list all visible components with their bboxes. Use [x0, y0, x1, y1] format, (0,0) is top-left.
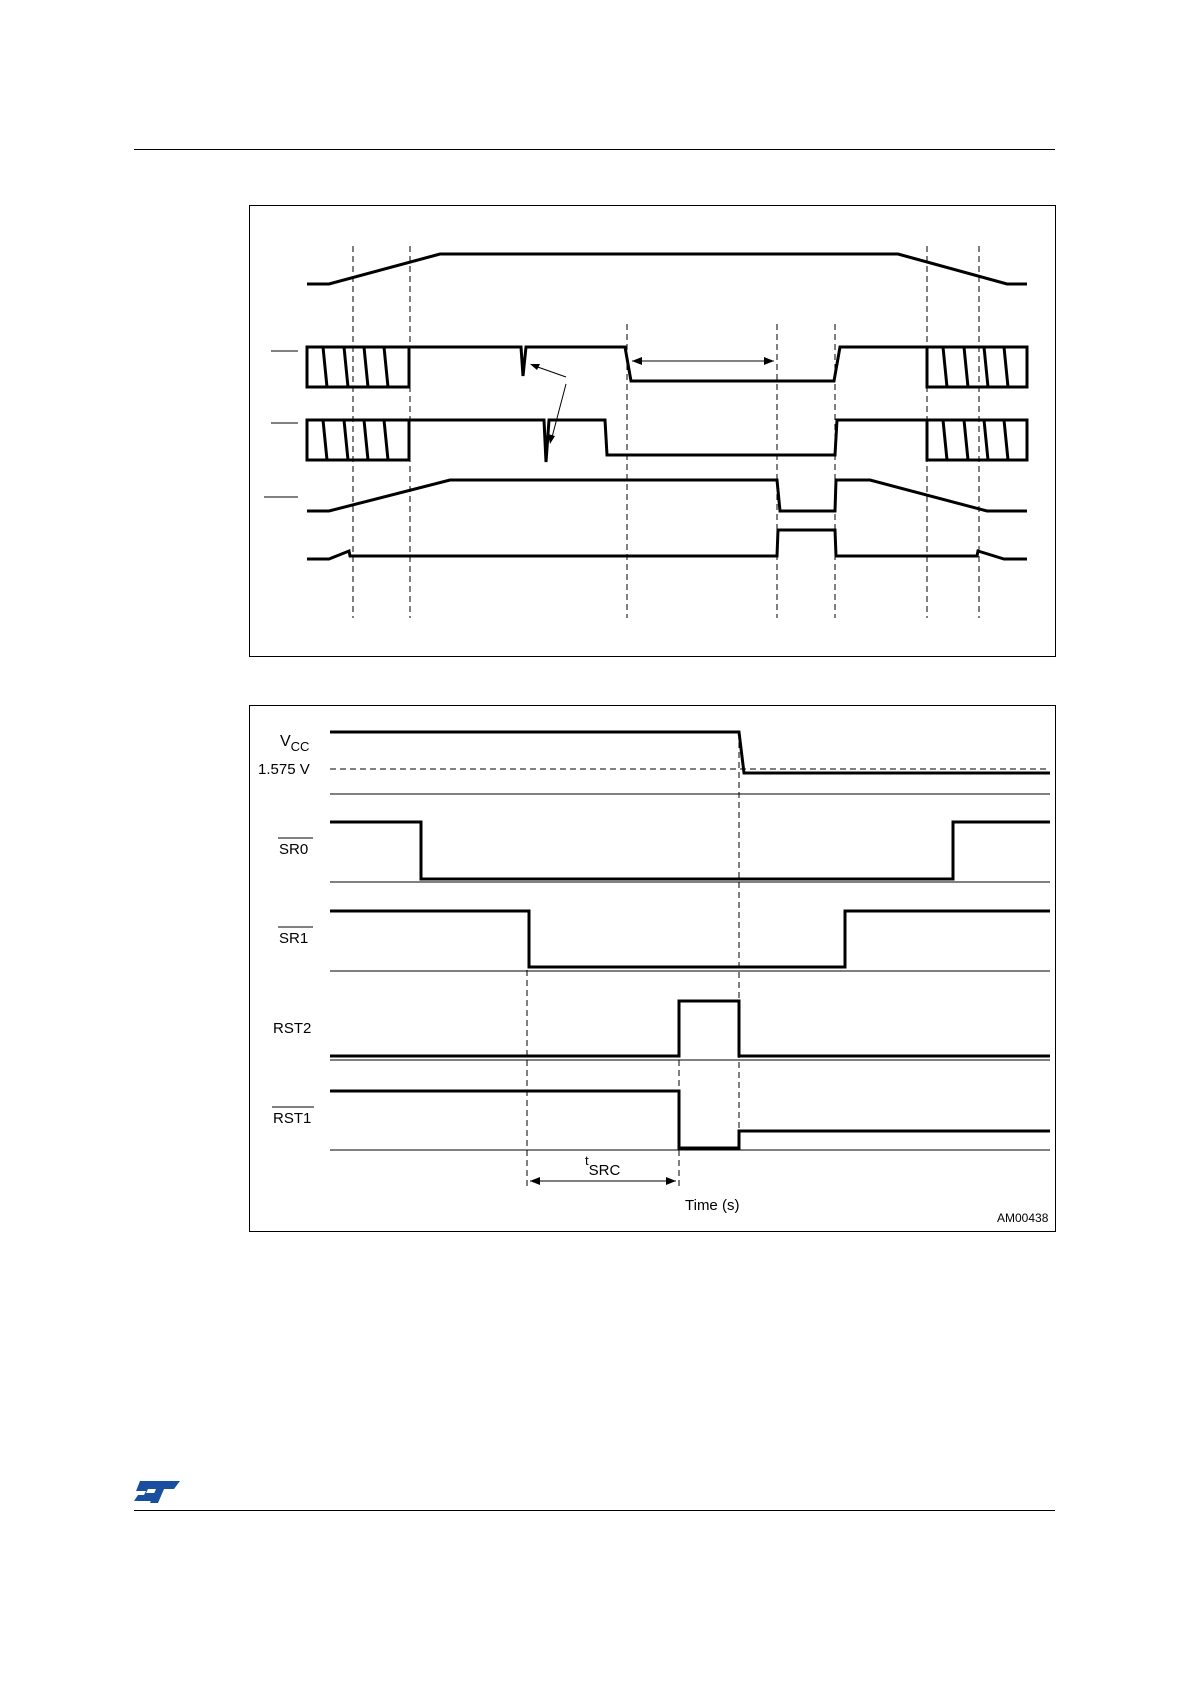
st-logo-icon: [134, 1475, 182, 1505]
sr0-label: SR0: [279, 841, 309, 858]
sr1-label: SR1: [279, 930, 309, 947]
top-row2-wave: [409, 347, 927, 381]
top-timing-diagram: [250, 206, 1057, 658]
threshold-label: 1.575 V: [258, 761, 310, 778]
sr0-wave: [330, 822, 1050, 879]
vcc-label: $V_{CC}$: [280, 733, 310, 754]
rst1-label: RST1: [273, 1110, 312, 1127]
top-interval-arrowhead-left: [632, 357, 642, 365]
tsrc-arrowhead-right: [666, 1177, 676, 1185]
vcc-wave: [330, 732, 1050, 773]
callout-arrow: [551, 384, 566, 441]
top-row3-wave: [409, 420, 927, 462]
top-row2-toggle-right: [927, 347, 1027, 387]
callout-arrowhead: [530, 364, 540, 370]
time-axis-label: Time (s): [685, 1197, 740, 1214]
sr1-wave: [330, 911, 1050, 967]
header-rule: [134, 149, 1055, 150]
bottom-timing-figure: [249, 705, 1056, 1232]
footer-rule: [134, 1510, 1055, 1511]
top-interval-arrowhead-right: [764, 357, 774, 365]
top-vcc-wave: [307, 254, 1027, 284]
top-timing-figure: [249, 205, 1056, 657]
rst1-wave: [330, 1091, 1050, 1148]
top-row2-toggle-left: [307, 347, 409, 387]
rst2-label: RST2: [273, 1020, 312, 1037]
bottom-timing-diagram: [250, 706, 1057, 1233]
figure-id: AM00438: [997, 1211, 1049, 1225]
top-row3-toggle-left: [307, 420, 409, 460]
top-row3-toggle-right: [927, 420, 1027, 460]
tsrc-arrowhead-left: [530, 1177, 540, 1185]
rst2-wave: [330, 1001, 1050, 1056]
top-row4-wave: [307, 480, 1027, 511]
top-row5-wave: [307, 530, 1027, 559]
tsrc-label: tSRC: [585, 1153, 621, 1179]
